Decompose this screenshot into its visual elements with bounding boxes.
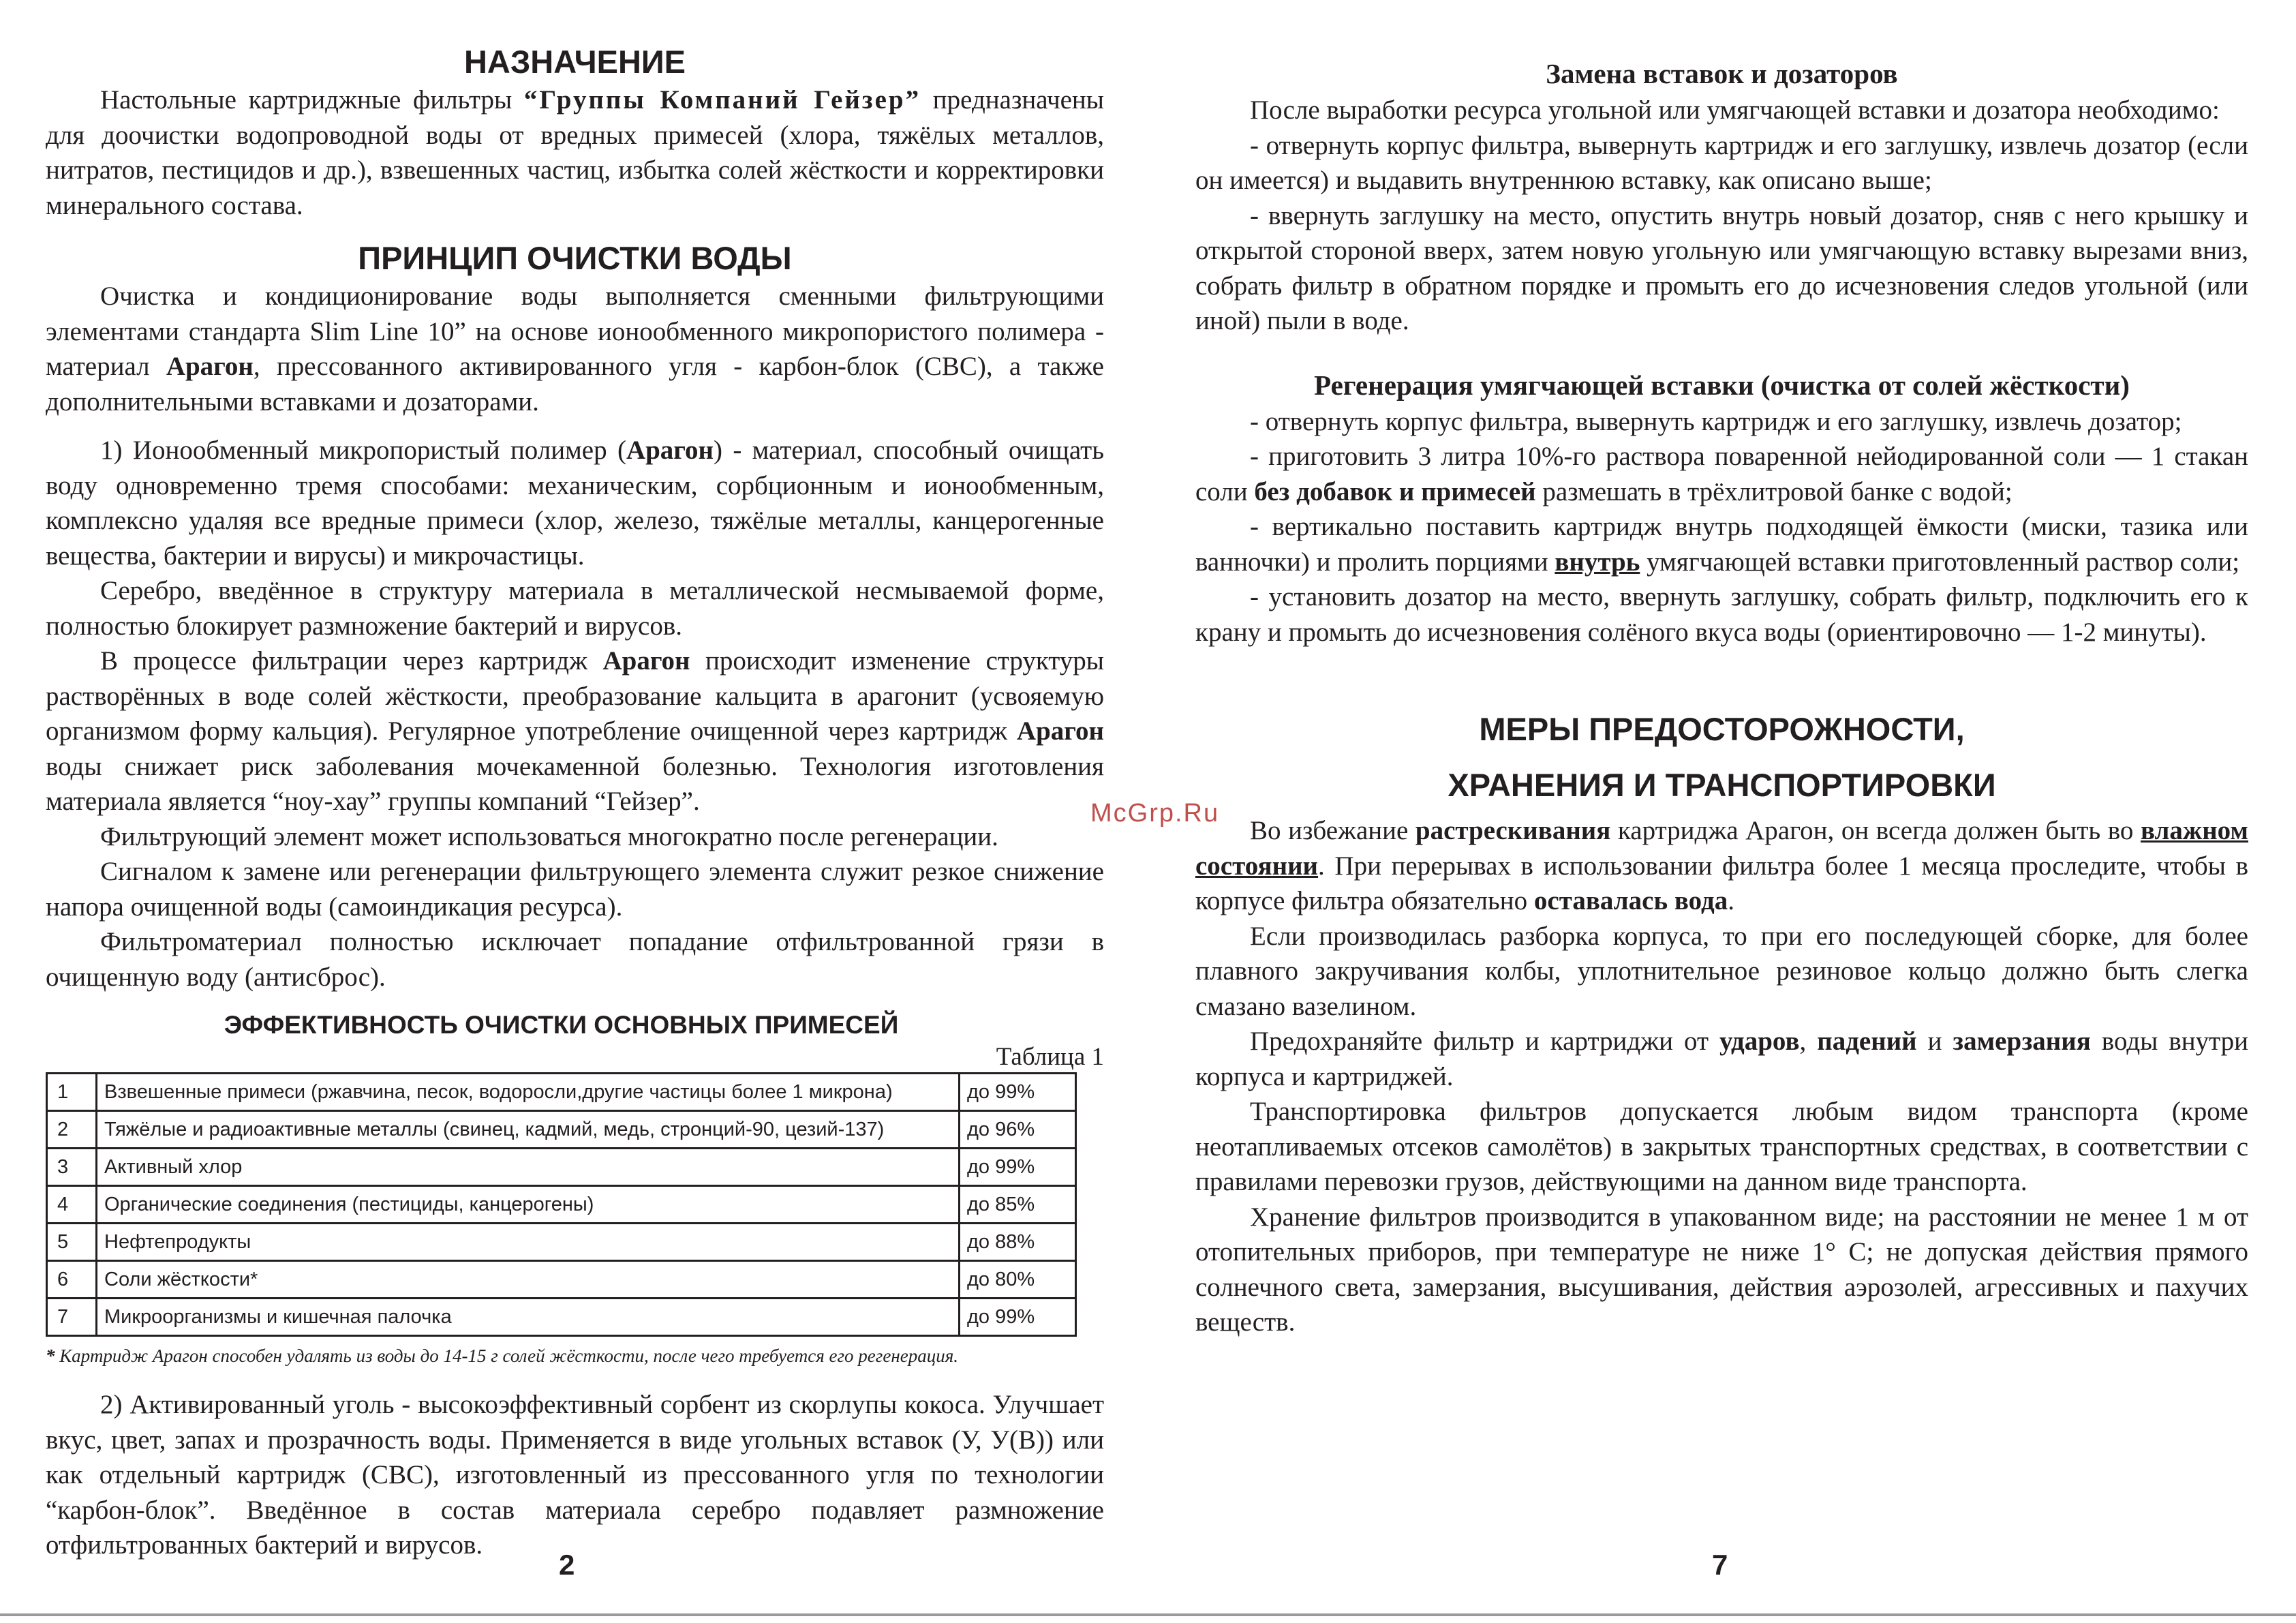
replacement-step-1: - отвернуть корпус фильтра, вывернуть картридж и его заглушку, извлечь дозатор (если он имеется) и выдавить внутреннюю вставку, как описано выше; [1195,130,2248,195]
section-title-softener-regeneration: Регенерация умягчающей вставки (очистка от солей жёсткости) [1314,369,2130,401]
regen-step-2: - приготовить 3 литра 10%-го раствора поваренной нейодированной соли — 1 стакан соли без добавок и примесей размешать в трёхлитровой банке с водой; [1195,442,2248,506]
replacement-intro: После выработки ресурса угольной или умягчающей вставки и дозатора необходимо: [1250,95,2220,125]
table-label: Таблица 1 [996,1043,1104,1071]
table-row: 2 Тяжёлые и радиоактивные металлы (свинец, кадмий, медь, стронций-90, цезий-137) до 96% [47,1111,1076,1149]
table-title: ЭФФЕКТИВНОСТЬ ОЧИСТКИ ОСНОВНЫХ ПРИМЕСЕЙ [224,1011,899,1039]
regeneration-paragraph: Фильтрующий элемент может использоваться многократно после регенерации. [100,821,998,851]
section-title-purpose: НАЗНАЧЕНИЕ [463,44,686,80]
table-footnote: * Картридж Арагон способен удалять из воды до 14-15 г солей жёсткости, после чего требуется его регенерация. [46,1346,958,1366]
table-row: 7 Микроорганизмы и кишечная палочка до 99% [47,1299,1076,1336]
right-page [1195,0,2248,1340]
page-number-left: 2 [559,1549,575,1581]
watermark: McGrp.Ru [1090,799,1220,828]
regen-step-3: - вертикально поставить картридж внутрь подходящей ёмкости (миски, тазика или ванночки) и пролить порциями внутрь умягчающей вставки приготовленный раствор соли; [1195,512,2248,577]
section-title-precautions-2: ХРАНЕНИЯ И ТРАНСПОРТИРОВКИ [1448,767,1996,803]
table-row: 5 Нефтепродукты до 88% [47,1224,1076,1261]
aragon-paragraph: 1) Ионообменный микропористый полимер (Арагон) - материал, способный очищать воду одновременно тремя способами: механическим, сорбционным и ионообменным, комплексно удаляя все вредные примеси (хлор, железо, тяжёлые металлы, канцерогенные вещества, бактерии и вирусы) и микрочастицы. [46,436,1104,571]
table-row: 1 Взвешенные примеси (ржавчина, песок, водоросли,другие частицы более 1 микрона) до 99% [47,1074,1076,1111]
precaution-paragraph-3: Предохраняйте фильтр и картриджи от ударов, падений и замерзания воды внутри корпуса и картриджей. [1195,1027,2249,1091]
table-row: 6 Соли жёсткости* до 80% [47,1261,1076,1299]
section-title-replacement: Замена вставок и дозаторов [1546,58,1898,89]
storage-paragraph: Хранение фильтров производится в упакованном виде; на расстоянии не менее 1 м от отопительных приборов, при температуре не ниже 1° С; не допуская действия прямого солнечного света, замерзания, высушивания, действия аэрозолей, агрессивных и пахучих веществ. [1195,1202,2248,1337]
regen-step-1: - отвернуть корпус фильтра, вывернуть картридж и его заглушку, извлечь дозатор; [1250,406,2182,436]
regen-step-4: - установить дозатор на место, ввернуть заглушку, собрать фильтр, подключить его к крану и промыть до исчезновения солёного вкуса воды (ориентировочно — 1-2 минуты). [1195,582,2248,647]
table-row: 3 Активный хлор до 99% [47,1149,1076,1186]
left-page [46,0,1104,1563]
table-row: 4 Органические соединения (пестициды, канцерогены) до 85% [47,1186,1076,1224]
replacement-step-2: - ввернуть заглушку на место, опустить внутрь новый дозатор, сняв с него крышку и открытой стороной вверх, затем новую угольную или умягчающую вставку вырезами вниз, собрать фильтр в обратном порядке и промыть его до исчезновения следов угольной (или иной) пыли в воде. [1195,200,2248,335]
purpose-paragraph: Настольные картриджные фильтры “Группы Компаний Гейзер” предназначены для доочистки водопроводной воды от вредных примесей (хлора, тяжёлых металлов, нитратов, пестицидов и др.), взвешенных частиц, избытка солей жёсткости и корректировки минерального состава. [46,85,1104,220]
efficiency-table [46,1072,1077,1337]
page-number-right: 7 [1712,1549,1728,1581]
transport-paragraph: Транспортировка фильтров допускается любым видом транспорта (кроме неотапливаемых отсеков самолётов) в закрытых транспортных средствах, в соответствии с правилами перевозки грузов, действующими на данном виде транспорта. [1195,1097,2248,1196]
carbon-paragraph: 2) Активированный уголь - высокоэффективный сорбент из скорлупы кокоса. Улучшает вкус, цвет, запах и прозрачность воды. Применяется в виде угольных вставок (У, У(В)) или как отдельный картридж (CBC), изготовленный из прессованного угля по технологии “карбон-блок”. Введённое в состав материала серебро подавляет размножение отфильтрованных бактерий и вирусов. [46,1390,1104,1560]
signal-paragraph: Сигналом к замене или регенерации фильтрующего элемента служит резкое снижение напора очищенной воды (самоиндикация ресурса). [46,857,1104,922]
precaution-paragraph-1: Во избежание растрескивания картриджа Арагон, он всегда должен быть во влажном состоянии. При перерывах в использовании фильтра более 1 месяца проследите, чтобы в корпусе фильтра обязательно оставалась вода. [1195,816,2248,915]
precaution-paragraph-2: Если производилась разборка корпуса, то при его последующей сборке, для более плавного закручивания колбы, уплотнительное резиновое кольцо должно быть слегка смазано вазелином. [1195,921,2248,1021]
filtration-paragraph: В процессе фильтрации через картридж Арагон происходит изменение структуры растворённых в воде солей жёсткости, преобразование кальцита в арагонит (усвояемую организмом форму кальция). Регулярное употребление очищенной через картридж Арагон воды снижает риск заболевания мочекаменной болезнью. Технология изготовления материала является “ноу-хау” группы компаний “Гейзер”. [46,646,1104,816]
silver-paragraph: Серебро, введённое в структуру материала в металлической несмываемой форме, полностью блокирует размножение бактерий и вирусов. [46,576,1104,641]
bottom-divider [0,1613,2296,1616]
principle-paragraph: Очистка и кондиционирование воды выполняется сменными фильтрующими элементами стандарта Slim Line 10” на основе ионообменного микропористого полимера - материал Арагон, прессованного активированного угля - карбон-блок (CBC), а также дополнительными вставками и дозаторами. [46,282,1104,416]
section-title-precautions-1: МЕРЫ ПРЕДОСТОРОЖНОСТИ, [1479,711,1965,747]
section-title-principle: ПРИНЦИП ОЧИСТКИ ВОДЫ [358,240,792,276]
antidrop-paragraph: Фильтроматериал полностью исключает попадание отфильтрованной грязи в очищенную воду (антисброс). [46,927,1104,992]
